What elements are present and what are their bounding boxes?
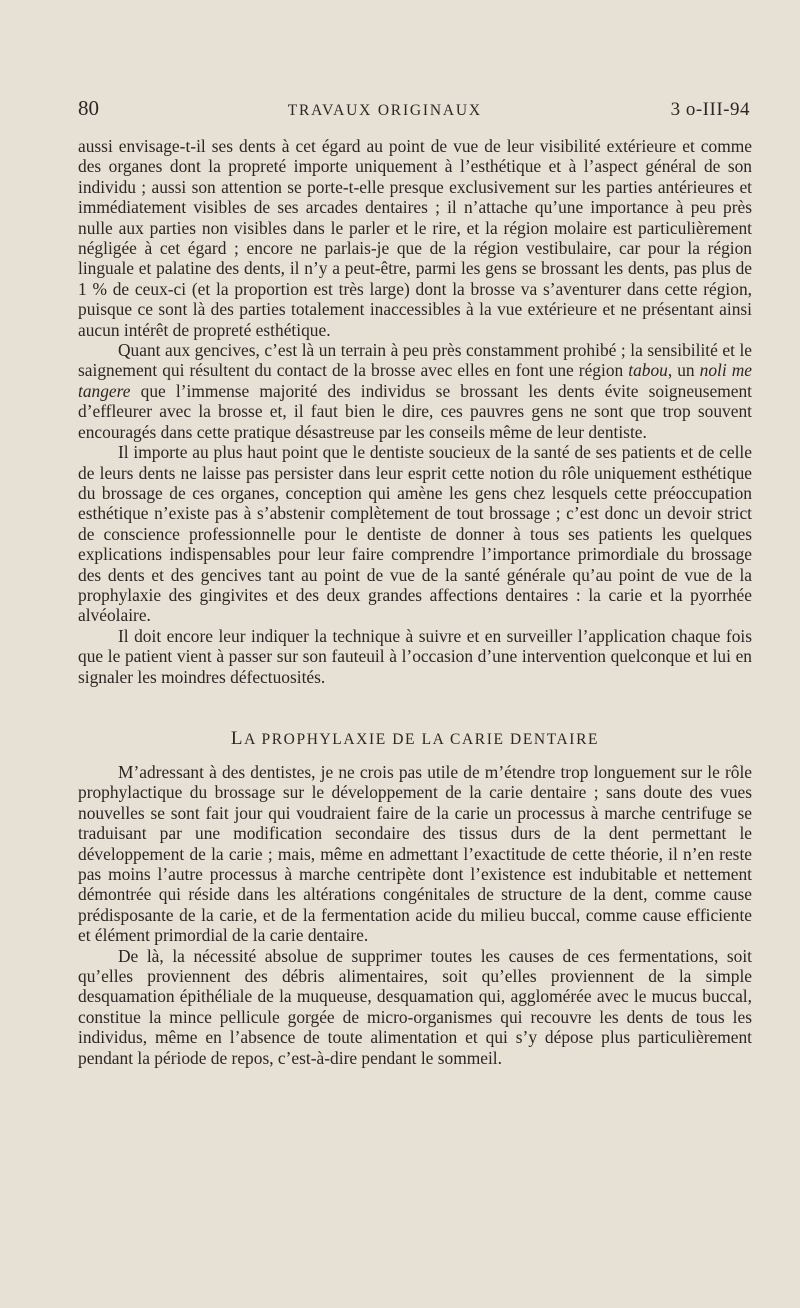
section-heading-initial: L: [230, 727, 245, 749]
paragraph: [78, 442, 752, 626]
text-run: que l’immense majorité des individus se brossant les dents évite soigneusement d’effleurer avec la brosse et, il faut bien le dire, ces pauvres gens ne sont que trop souvent encouragés dans cette pratique désastreuse par les conseils même de leur dentiste.: [78, 380, 752, 442]
paragraph: [78, 946, 752, 1068]
section-heading: [78, 729, 752, 750]
article-body: [78, 136, 752, 1068]
paragraph: [78, 762, 752, 946]
running-header: [78, 96, 750, 126]
paragraph: [78, 340, 752, 442]
italic-text: tabou: [628, 360, 668, 381]
italic-text: noli me tangere: [78, 360, 753, 401]
paragraph: [78, 626, 752, 687]
paragraph-group-1: [78, 136, 752, 687]
issue-date: 3 o-III-94: [670, 99, 750, 120]
paragraph-group-2: [78, 762, 752, 1068]
text-run: Quant aux gencives, c’est là un terrain à peu près constamment prohibé ; la sensibilité et le saignement qui résultent du contact de la brosse avec elles en font une région: [78, 340, 752, 381]
text-run: Il importe au plus haut point que le dentiste soucieux de la santé de ses patients et de celle de leurs dents ne laisse pas persister dans leur esprit cette notion du rôle uniquement esthétique du brossage de ces organes, conception qui amène les gens chez lesquels cette préoccupation esthétique n’existe pas à s’abstenir complètement de tout brossage ; c’est donc un devoir strict de conscience professionnelle pour le dentiste de donner à tous ses patients les quelques explications indispensables pour leur faire comprendre l’importance primordiale du brossage des dents et des gencives tant au point de vue de la santé générale qu’au point de vue de la prophylaxie des gingivites et des deux grandes affections dentaires : la carie et la pyorrhée alvéolaire.: [78, 442, 752, 626]
text-run: aussi envisage-t-il ses dents à cet égard au point de vue de leur visibilité extérieure et comme des organes dont la propreté importe uniquement à l’esthétique et à l’aspect général de son individu ; aussi son attention se porte-t-elle presque exclusivement sur les parties antérieures et immédiatement visibles de ses arcades dentaires ; il n’attache qu’une importance à peu près nulle aux parties non visibles dans le parler et le rire, et la région molaire est particulièrement négligée à cet égard ; encore ne parlais-je que de la région vestibulaire, car pour la région linguale et palatine des dents, il n’y a peut-être, parmi les gens se brossant les dents, pas plus de 1 % de ceux-ci (et la proportion est très large) dont la brosse va s’aventurer dans cette région, puisque ce sont là des parties totalement inaccessibles à la vue extérieure et ne présentant ainsi aucun intérêt de propreté esthétique.: [78, 136, 752, 340]
text-run: M’adressant à des dentistes, je ne crois pas utile de m’étendre trop longuement sur le rôle prophylactique du brossage sur le développement de la carie dentaire ; sans doute des vues nouvelles se sont fait jour qui voudraient faire de la carie un processus à marche centrifuge se traduisant par une modification secondaire des tissus durs de la dent permettant le développement de la carie ; mais, même en admettant l’exactitude de cette théorie, il n’en reste pas moins l’autre processus à marche centripète dont l’existence est indubitable et nettement démontrée qui réside dans les altérations congénitales de structure de la dent, comme cause prédisposante de la carie, et de la fermentation acide du milieu buccal, comme cause efficiente et élément primordial de la carie dentaire.: [78, 761, 752, 946]
text-run: , un: [667, 360, 700, 381]
text-run: Il doit encore leur indiquer la technique à suivre et en surveiller l’application chaque fois que le patient vient à passer sur son fauteuil à l’occasion d’une intervention quelconque et lui en signaler les moindres défectuosités.: [78, 625, 752, 687]
section-heading-rest: A PROPHYLAXIE DE LA CARIE DENTAIRE: [244, 730, 600, 748]
running-title: TRAVAUX ORIGINAUX: [287, 102, 482, 119]
page-number: 80: [78, 96, 99, 120]
text-run: De là, la nécessité absolue de supprimer toutes les causes de ces fermentations, soit qu’elles proviennent des débris alimentaires, soit qu’elles proviennent de la simple desquamation épithéliale de la muqueuse, desquamation qui, agglomérée avec le mucus buccal, constitue la mince pellicule gorgée de micro-organismes qui recouvre les dents de tous les individus, même en l’absence de toute alimentation et qui s’y dépose plus particulièrement pendant la période de repos, c’est-à-dire pendant le sommeil.: [78, 945, 752, 1068]
paragraph: [78, 136, 752, 340]
